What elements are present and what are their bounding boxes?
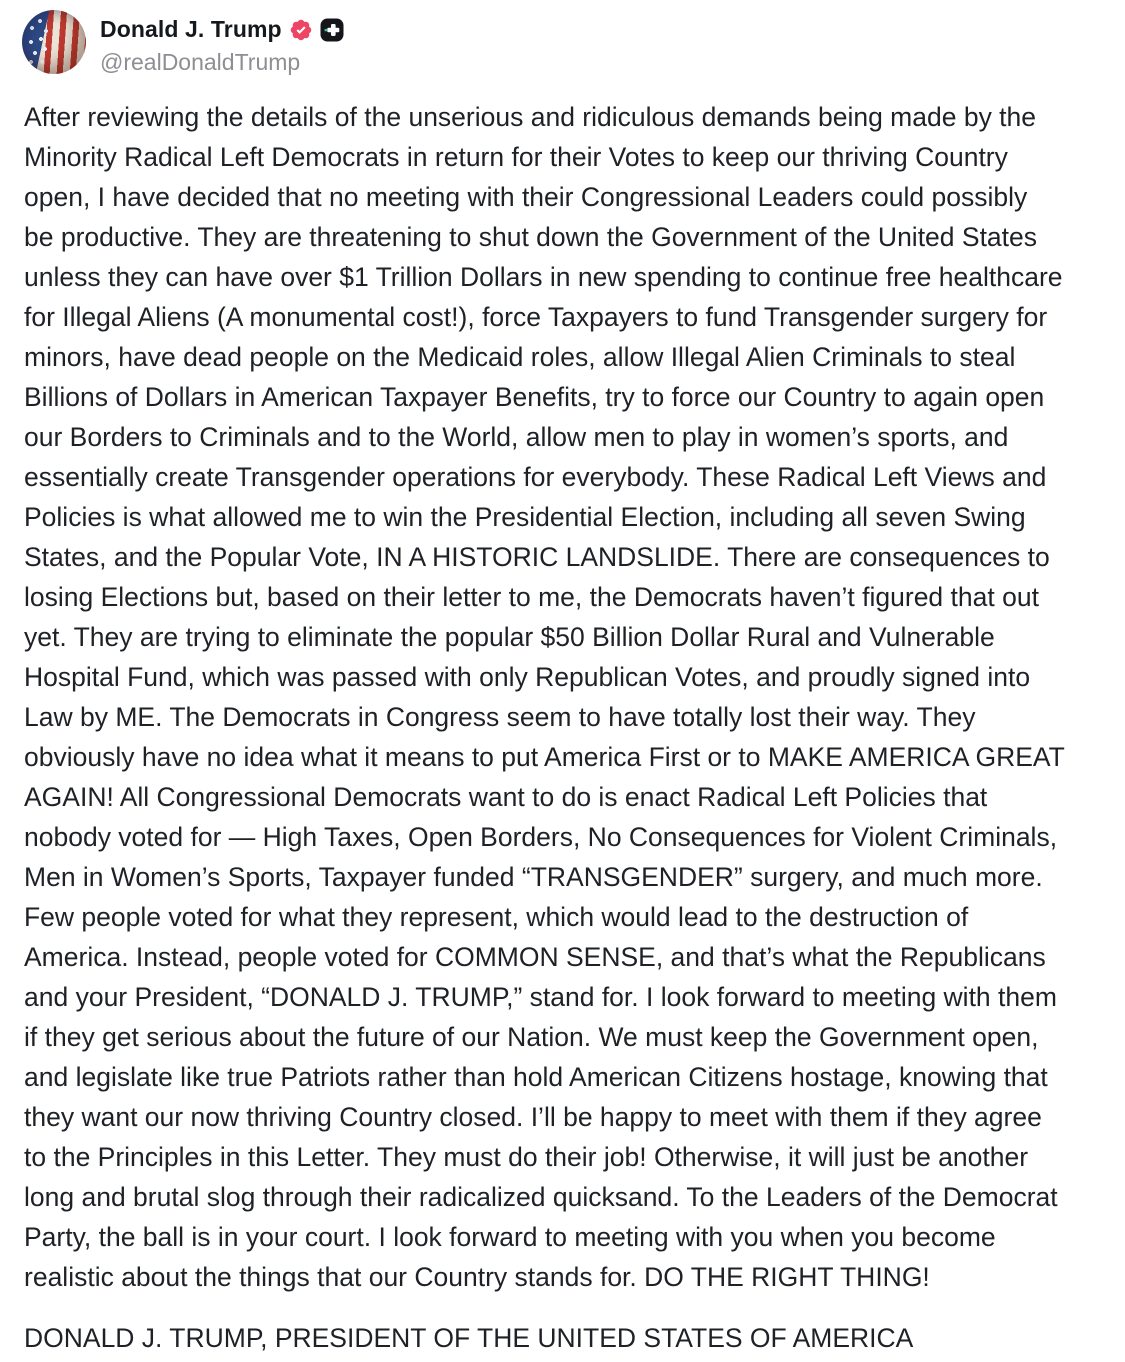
author-display-name[interactable]: Donald J. Trump bbox=[100, 16, 282, 42]
verified-badge-icon bbox=[289, 18, 313, 42]
post-text-line: our Borders to Criminals and to the World, allow men to play in women’s sports, and bbox=[24, 422, 1009, 452]
post-text-line: States, and the Popular Vote, IN A HISTORIC LANDSLIDE. There are consequences to bbox=[24, 542, 1050, 572]
post-text-line: Men in Women’s Sports, Taxpayer funded “TRANSGENDER” surgery, and much more. bbox=[24, 862, 1043, 892]
post-text-line: Billions of Dollars in American Taxpayer Benefits, try to force our Country to again open bbox=[24, 382, 1045, 412]
post-text-line: open, I have decided that no meeting with their Congressional Leaders could possibly bbox=[24, 182, 1028, 212]
post-text-line: realistic about the things that our Country stands for. DO THE RIGHT THING! bbox=[24, 1262, 930, 1292]
post-text-line: Minority Radical Left Democrats in return for their Votes to keep our thriving Country bbox=[24, 142, 1008, 172]
post-text-line: essentially create Transgender operations for everybody. These Radical Left Views and bbox=[24, 462, 1047, 492]
post-text-line: unless they can have over $1 Trillion Dollars in new spending to continue free healthcare bbox=[24, 262, 1063, 292]
post-body bbox=[0, 97, 1125, 1297]
author-name-row bbox=[100, 16, 344, 43]
post-text-line: Law by ME. The Democrats in Congress seem to have totally lost their way. They bbox=[24, 702, 976, 732]
post-text-line: AGAIN! All Congressional Democrats want to do is enact Radical Left Policies that bbox=[24, 782, 988, 812]
post-text-line: America. Instead, people voted for COMMON SENSE, and that’s what the Republicans bbox=[24, 942, 1046, 972]
post-text-line: and legislate like true Patriots rather than hold American Citizens hostage, knowing that bbox=[24, 1062, 1048, 1092]
post-text-line: nobody voted for — High Taxes, Open Borders, No Consequences for Violent Criminals, bbox=[24, 822, 1058, 852]
post-text-line: obviously have no idea what it means to put America First or to MAKE AMERICA GREAT bbox=[24, 742, 1065, 772]
post-text-line: if they get serious about the future of our Nation. We must keep the Government open, bbox=[24, 1022, 1039, 1052]
post-text-line: and your President, “DONALD J. TRUMP,” stand for. I look forward to meeting with them bbox=[24, 982, 1057, 1012]
post-text-line: Few people voted for what they represent, which would lead to the destruction of bbox=[24, 902, 969, 932]
post-text-line: losing Elections but, based on their letter to me, the Democrats haven’t figured that out bbox=[24, 582, 1039, 612]
post-text-line: yet. They are trying to eliminate the popular $50 Billion Dollar Rural and Vulnerable bbox=[24, 622, 995, 652]
post-text-line: be productive. They are threatening to shut down the Government of the United States bbox=[24, 222, 1038, 252]
post-text-line: Party, the ball is in your court. I look forward to meeting with you when you become bbox=[24, 1222, 996, 1252]
post-text-line: Hospital Fund, which was passed with only Republican Votes, and proudly signed into bbox=[24, 662, 1031, 692]
post-text-line: After reviewing the details of the unserious and ridiculous demands being made by the bbox=[24, 102, 1037, 132]
post-text-line: minors, have dead people on the Medicaid roles, allow Illegal Alien Criminals to steal bbox=[24, 342, 1016, 372]
author-handle[interactable]: @realDonaldTrump bbox=[100, 49, 301, 75]
post-text-line: for Illegal Aliens (A monumental cost!), force Taxpayers to fund Transgender surgery for bbox=[24, 302, 1048, 332]
plus-badge-icon bbox=[320, 18, 344, 42]
post-text-line: Policies is what allowed me to win the Presidential Election, including all seven Swing bbox=[24, 502, 1026, 532]
post-text-line: they want our now thriving Country closed. I’ll be happy to meet with them if they agree bbox=[24, 1102, 1042, 1132]
post-signature: DONALD J. TRUMP, PRESIDENT OF THE UNITED STATES OF AMERICA bbox=[24, 1323, 914, 1353]
post-header bbox=[0, 0, 1125, 76]
author-identity bbox=[100, 10, 344, 76]
post-text-line: to the Principles in this Letter. They must do their job! Otherwise, it will just be another bbox=[24, 1142, 1029, 1172]
post-text-line: long and brutal slog through their radicalized quicksand. To the Leaders of the Democrat bbox=[24, 1182, 1058, 1212]
avatar[interactable] bbox=[22, 10, 86, 74]
